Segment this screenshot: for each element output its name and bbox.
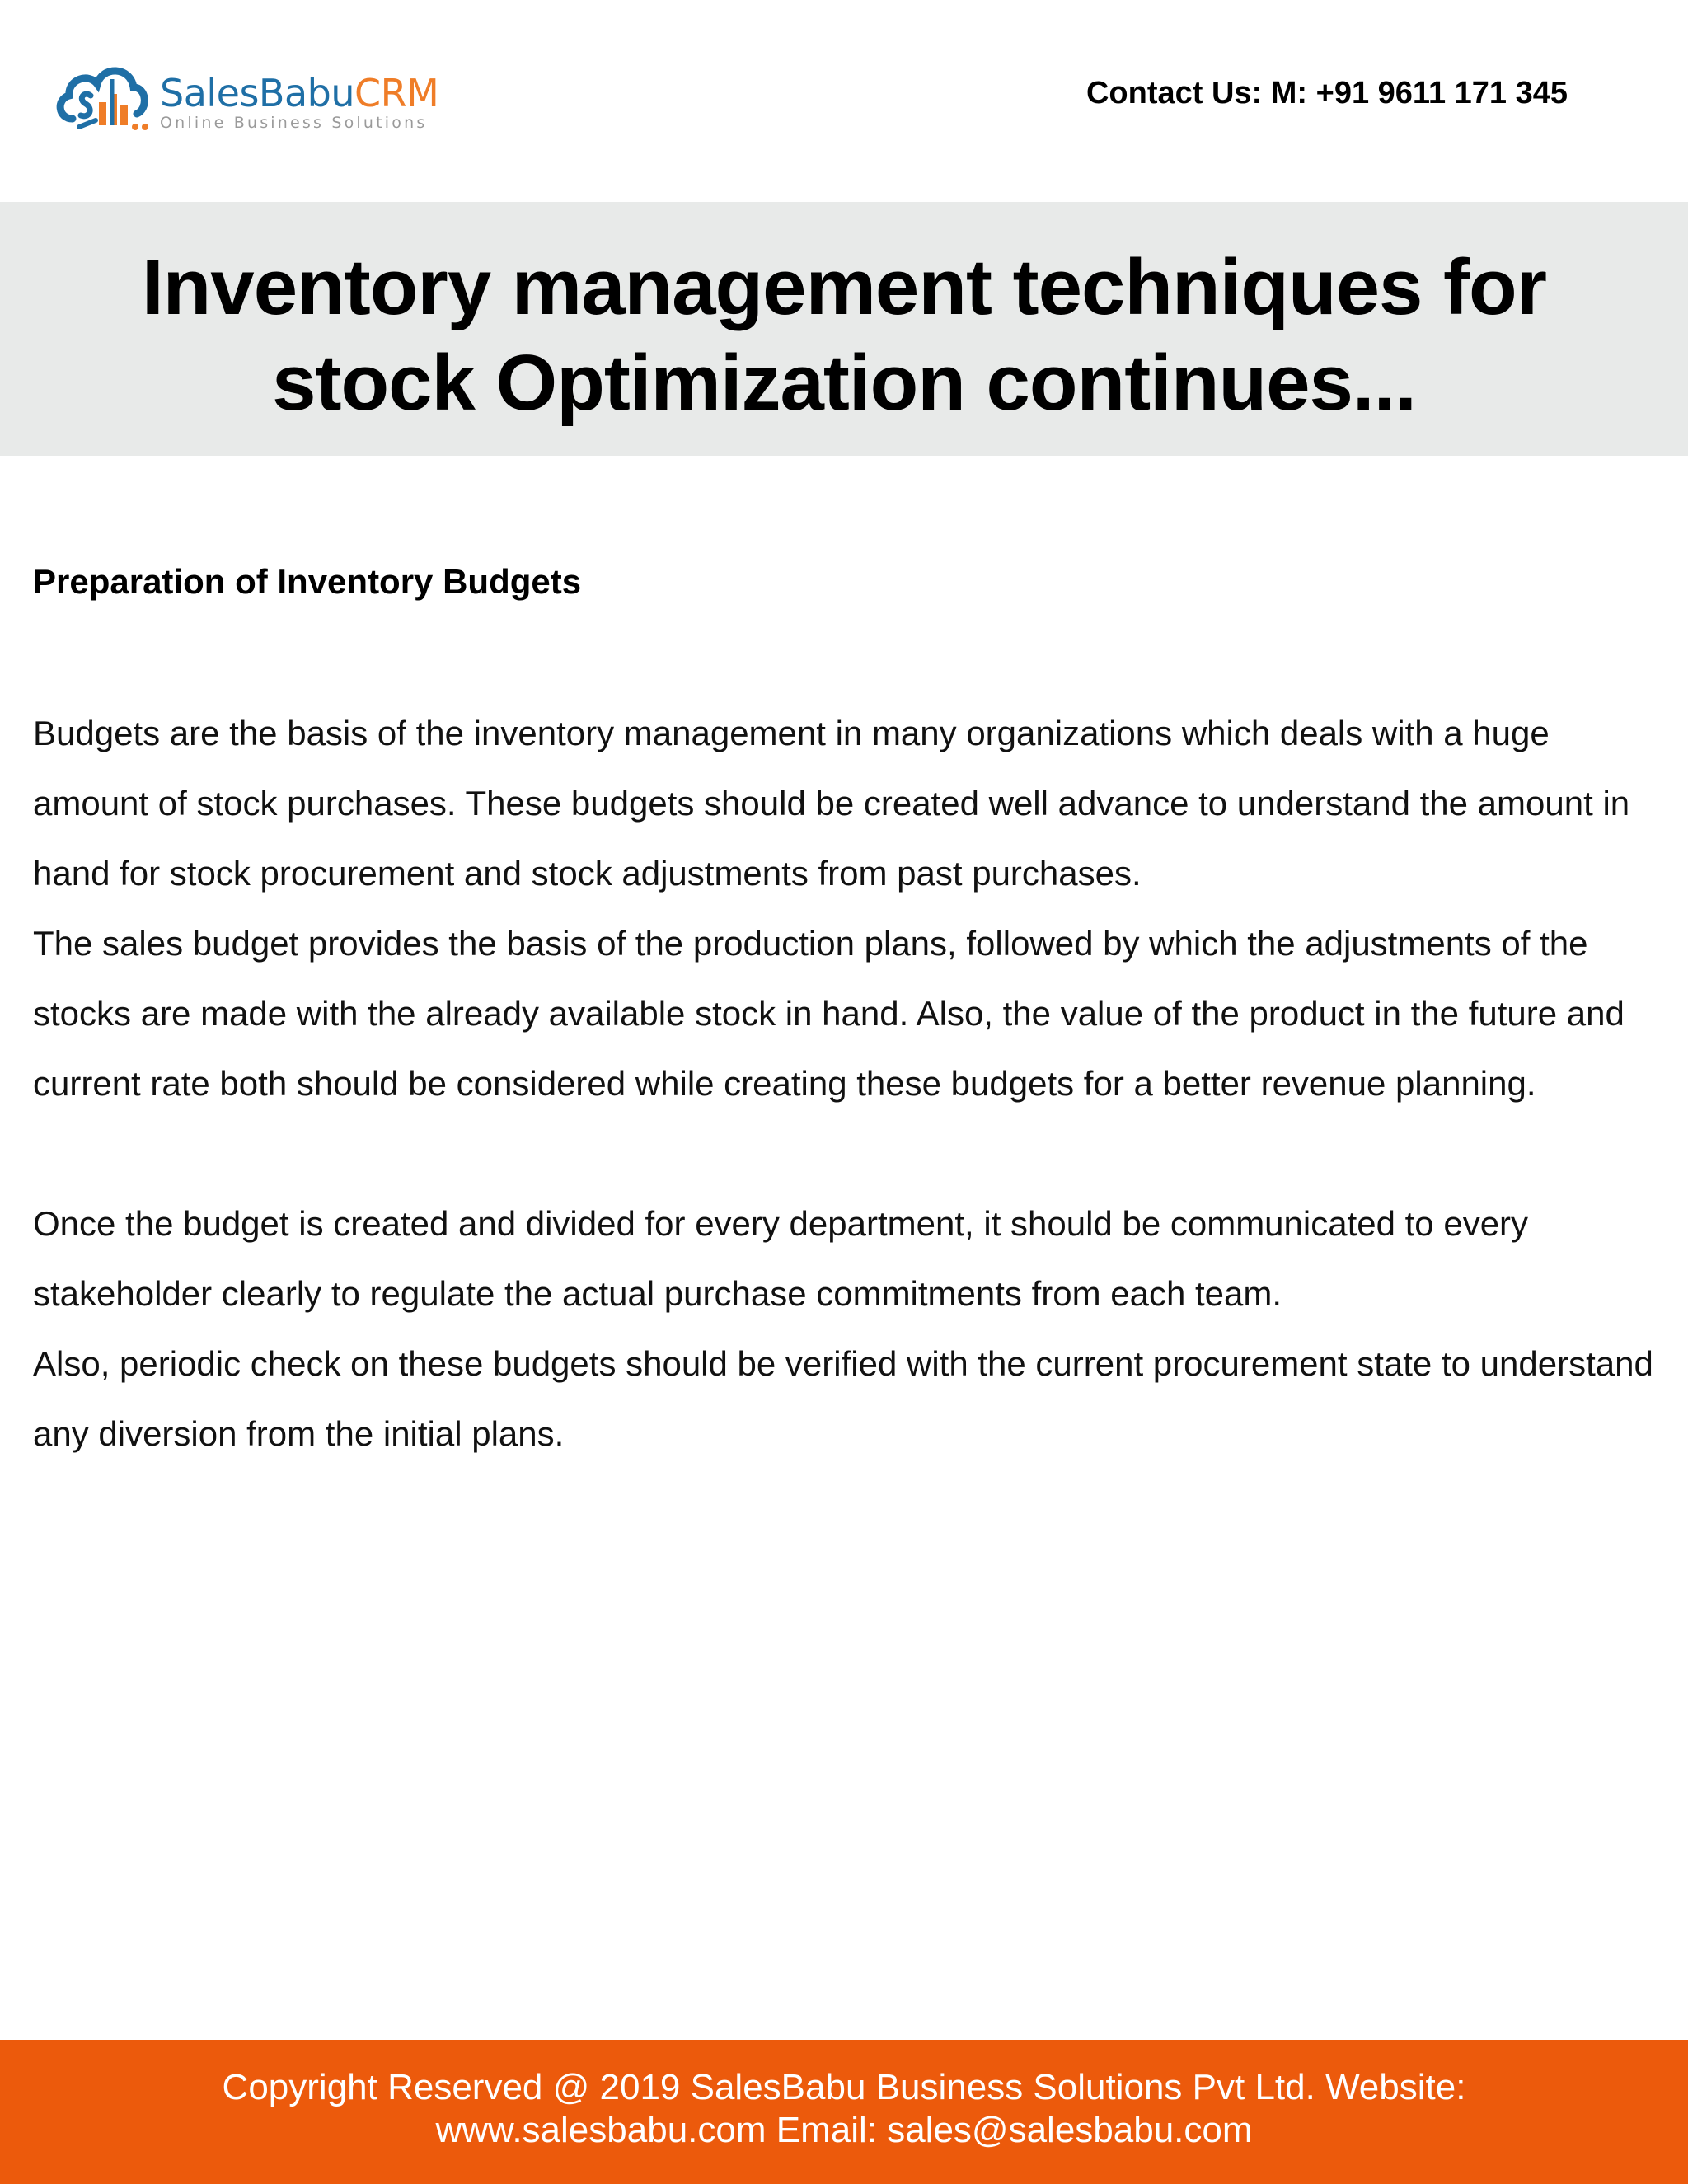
contact-info: Contact Us: M: +91 9611 171 345 [1085,76,1568,110]
logo-wordmark [160,71,438,115]
logo-brand-primary: SalesBabu [160,71,355,115]
salesbabu-logo[interactable] [54,54,439,137]
cloud-chart-logo-icon [54,54,153,137]
page-header [0,0,1688,202]
logo-tagline: Online Business Solutions [160,114,428,132]
paragraph-periodic-check: Also, periodic check on these budgets should be verified with the current procurement state to understand any diversion from the initial plans. [33,1344,1653,1453]
logo-brand-secondary: CRM [354,71,439,115]
title-banner [0,202,1688,456]
footer-line-2[interactable]: www.salesbabu.com Email: sales@salesbabu.com [435,2110,1253,2150]
paragraph-budgets-basis: Budgets are the basis of the inventory management in many organizations which deals with a huge amount of stock purchases. These budgets should be created well advance to understand the amount in hand for stock procurement and stock adjustments from past purchases. [33,714,1630,893]
footer-line-1: Copyright Reserved @ 2019 SalesBabu Business Solutions Pvt Ltd. Website: [222,2067,1466,2107]
paragraph-sales-budget: The sales budget provides the basis of the production plans, followed by which the adjustments of the stocks are made with the already available stock in hand. Also, the value of the product in the future and current rate both should be considered while creating these budgets for a better revenue planning. [33,924,1625,1103]
page-footer [0,2040,1688,2184]
article-body [33,557,1657,1469]
page-title-line-2: stock Optimization continues... [272,339,1416,427]
footer-copyright [0,2066,1688,2152]
page-title-line-1: Inventory management techniques for [141,243,1546,331]
paragraph-budget-communication: Once the budget is created and divided for every department, it should be communicated to every stakeholder clearly to regulate the actual purchase commitments from each team. [33,1204,1529,1313]
section-heading: Preparation of Inventory Budgets [33,562,582,601]
page-title [33,240,1655,431]
